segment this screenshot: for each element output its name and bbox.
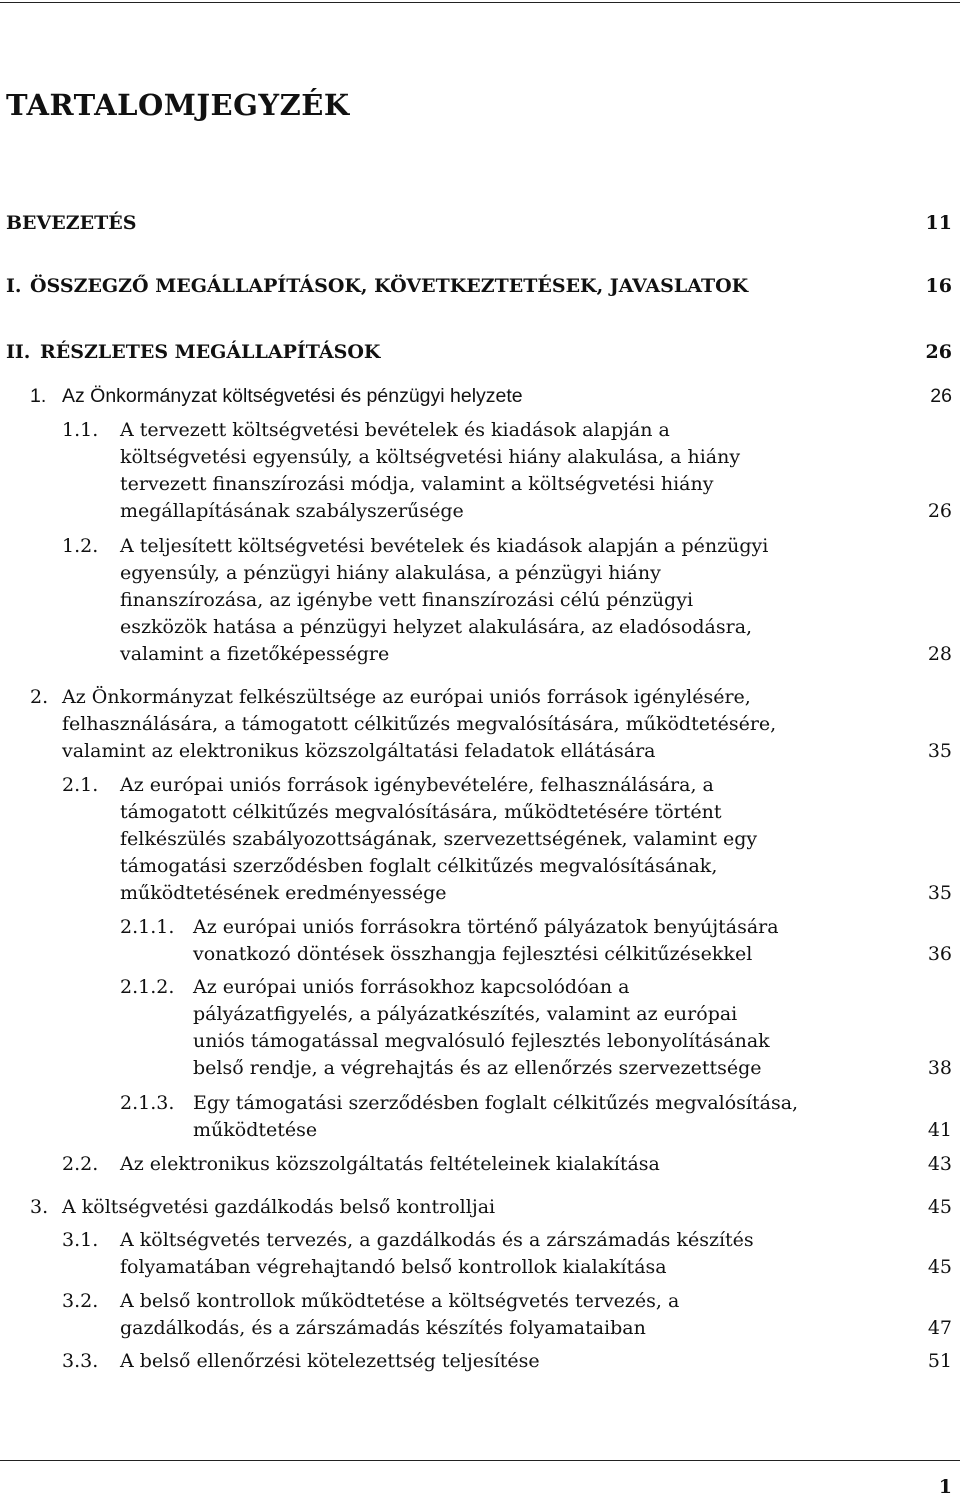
toc-entry-page: 36 [927,943,952,965]
toc-entry-title-line: folyamatában végrehajtandó belső kontrollok kialakítása [120,1256,667,1278]
toc-entry-number: 2.1.2. [120,976,175,998]
toc-entry-number: 3.3. [62,1350,99,1372]
toc-entry-title-line: vonatkozó döntések összhangja fejlesztési célkitűzésekkel [193,943,753,965]
toc-entry-title-line: pályázatfigyelés, a pályázatkészítés, valamint az európai [193,1003,738,1025]
toc-entry-page: 35 [927,882,952,904]
toc-entry-page: 26 [927,500,952,522]
toc-entry-title-line: A teljesített költségvetési bevételek és kiadások alapján a pénzügyi [120,535,769,557]
toc-entry-page: 51 [927,1350,952,1372]
toc-entry-number: 2.2. [62,1153,99,1175]
toc-entry-page: 26 [930,385,952,407]
toc-entry-page: 47 [927,1317,952,1339]
toc-entry-title-line: A költségvetés tervezés, a gazdálkodás és a zárszámadás készítés [120,1229,754,1251]
toc-entry-number: 3.2. [62,1290,99,1312]
toc-entry-number: 2.1.1. [120,916,175,938]
toc-entry-number: 2.1.3. [120,1092,175,1114]
toc-entry-title-line: A költségvetési gazdálkodás belső kontrolljai [62,1196,496,1218]
toc-entry-title-line: A belső ellenőrzési kötelezettség teljesítése [120,1350,540,1372]
toc-entry-title-line: A tervezett költségvetési bevételek és kiadások alapján a [120,419,670,441]
toc-entry-title-line: A belső kontrollok működtetése a költségvetés tervezés, a [120,1290,680,1312]
toc-entry-number: 3.1. [62,1229,99,1251]
toc-entry-number: 2. [30,686,49,708]
toc-entry-title-line: működtetésének eredményessége [120,882,447,904]
toc-entry-title-line: uniós támogatással megvalósuló fejlesztés lebonyolításának [193,1030,770,1052]
footer-rule [0,1460,960,1461]
toc-entry-page: 38 [927,1057,952,1079]
toc-entry-title-line: támogatási szerződésben foglalt célkitűzés megvalósításának, [120,855,718,877]
toc-entry-page: 45 [927,1256,952,1278]
toc-entry-page: 35 [927,740,952,762]
toc-entry-title-line: RÉSZLETES MEGÁLLAPÍTÁSOK [40,341,381,363]
toc-entry-number: 1.2. [62,535,99,557]
page-number: 1 [938,1476,952,1498]
toc-entry-number: 1. [30,385,47,407]
toc-entry-number: 1.1. [62,419,99,441]
toc-entry-title-line: támogatott célkitűzés megvalósítására, működtetésére történt [120,801,722,823]
toc-entry-title-line: Az európai uniós forrásokra történő pályázatok benyújtására [193,916,779,938]
toc-entry-title-line: egyensúly, a pénzügyi hiány alakulása, a pénzügyi hiány [120,562,661,584]
toc-entry-title-line: Az Önkormányzat felkészültsége az európai uniós források igénylésére, [62,686,751,708]
page-title: TARTALOMJEGYZÉK [6,88,350,122]
toc-entry-title-line: költségvetési egyensúly, a költségvetési hiány alakulása, a hiány [120,446,741,468]
toc-entry-title-line: belső rendje, a végrehajtás és az ellenőrzés szervezettsége [193,1057,762,1079]
toc-entry-title-line: eszközök hatása a pénzügyi helyzet alakulására, az eladósodásra, [120,616,753,638]
toc-entry-title-line: Az elektronikus közszolgáltatás feltételeinek kialakítása [120,1153,660,1175]
toc-entry-title-line: ÖSSZEGZŐ MEGÁLLAPÍTÁSOK, KÖVETKEZTETÉSEK, JAVASLATOK [30,275,749,297]
toc-entry-title-line: Az európai uniós források igénybevételére, felhasználására, a [120,774,714,796]
toc-entry-page: 41 [927,1119,952,1141]
toc-entry-page: 11 [925,212,952,234]
toc-entry-title-line: megállapításának szabályszerűsége [120,500,464,522]
toc-entry-title-line: működtetése [193,1119,318,1141]
top-rule [0,2,960,3]
toc-entry-title-line: valamint a fizetőképességre [120,643,390,665]
toc-entry-number: 3. [30,1196,49,1218]
toc-entry-title-line: felhasználására, a támogatott célkitűzés megvalósítására, működtetésére, [62,713,777,735]
toc-entry-title-line: finanszírozása, az igénybe vett finanszírozási célú pénzügyi [120,589,694,611]
toc-entry-title-line: Az európai uniós forrásokhoz kapcsolódóan a [193,976,630,998]
toc-entry-title-line: Egy támogatási szerződésben foglalt célkitűzés megvalósítása, [193,1092,799,1114]
toc-entry-number: II. [6,341,31,363]
toc-entry-number: I. [6,275,22,297]
toc-entry-page: 45 [927,1196,952,1218]
toc-entry-title-line: felkészülés szabályozottságának, szervezettségének, valamint egy [120,828,758,850]
toc-entry-title-line: Az Önkormányzat költségvetési és pénzügyi helyzete [62,385,523,407]
toc-entry-title-line: valamint az elektronikus közszolgáltatási feladatok ellátására [62,740,656,762]
toc-entry-title-line: BEVEZETÉS [6,212,137,234]
toc-entry-page: 28 [927,643,952,665]
toc-entry-title-line: gazdálkodás, és a zárszámadás készítés folyamataiban [120,1317,646,1339]
toc-entry-number: 2.1. [62,774,99,796]
toc-entry-page: 16 [925,275,952,297]
toc-entry-page: 43 [927,1153,952,1175]
toc-entry-page: 26 [925,341,952,363]
toc-entry-title-line: tervezett finanszírozási módja, valamint a költségvetési hiány [120,473,714,495]
